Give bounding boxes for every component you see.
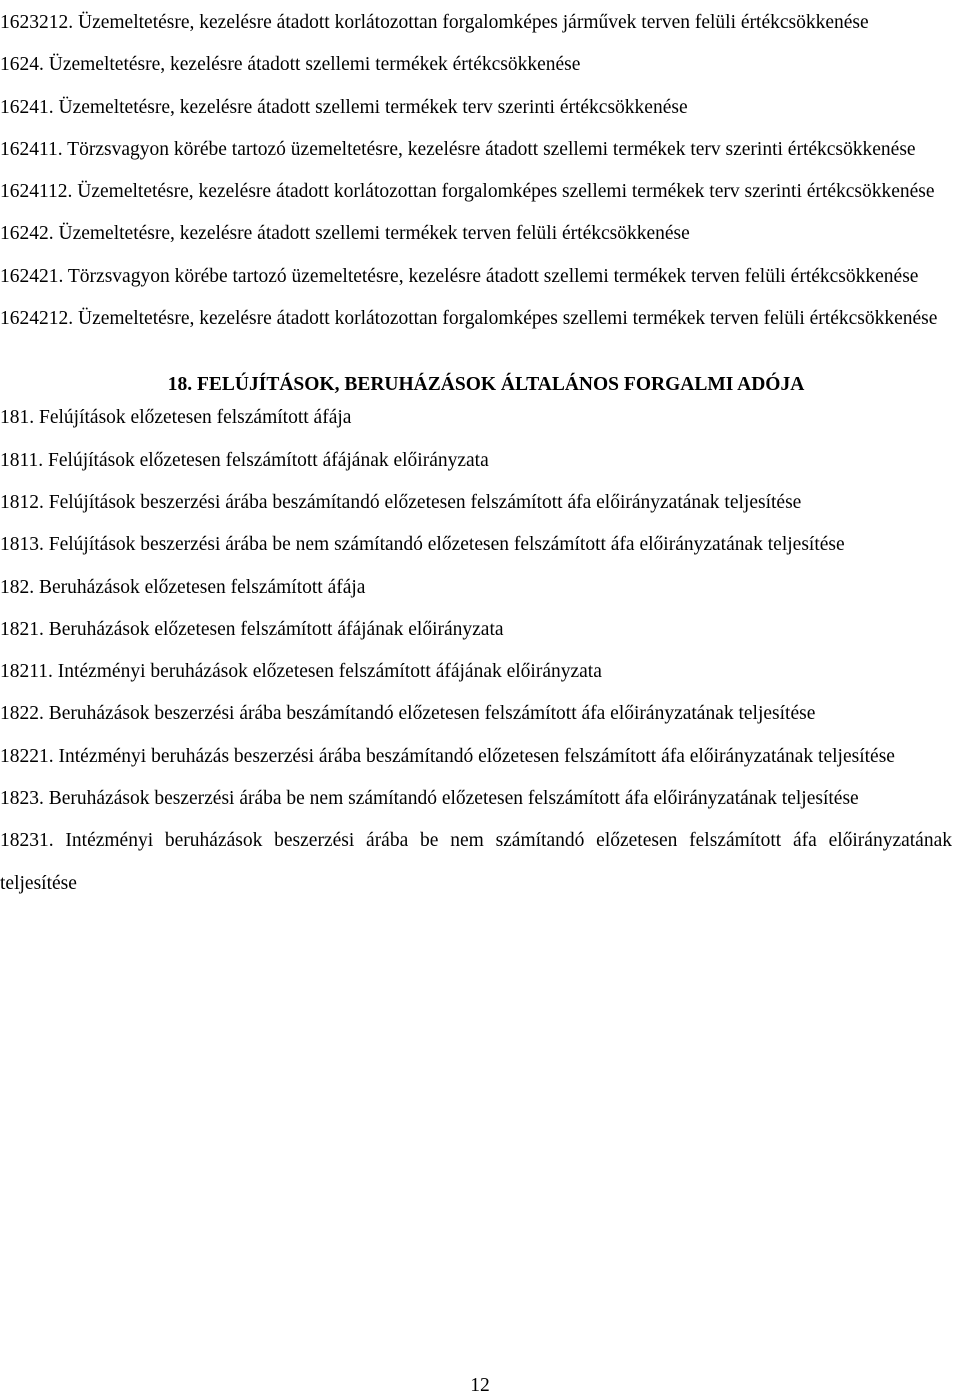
entry-1812: 1812. Felújítások beszerzési árába beszámítandó előzetesen felszámított áfa előirányzatának teljesítése (0, 491, 802, 513)
entry-1813: 1813. Felújítások beszerzési árába be nem számítandó előzetesen felszámított áfa előirányzatának teljesítése (0, 534, 845, 556)
bottom-entry-list (0, 397, 952, 905)
entry-182: 182. Beruházások előzetesen felszámított áfája (0, 576, 366, 598)
entry-1821: 1821. Beruházások előzetesen felszámított áfájának előirányzata (0, 618, 504, 640)
entry-18211: 18211. Intézményi beruházások előzetesen felszámított áfájának előirányzata (0, 661, 602, 683)
entry-162411: 162411. Törzsvagyon körébe tartozó üzemeltetésre, kezelésre átadott szellemi termékek terv szerinti értékcsökkenése (0, 138, 916, 160)
entry-18231: 18231. Intézményi beruházások beszerzési árába be nem számítandó előzetesen felszámított áfa előirányzatának teljesítése (0, 830, 952, 894)
entry-1823: 1823. Beruházások beszerzési árába be nem számítandó előzetesen felszámított áfa előirányzatának teljesítése (0, 788, 859, 810)
entry-162421: 162421. Törzsvagyon körébe tartozó üzemeltetésre, kezelésre átadott szellemi termékek terven felüli értékcsökkenése (0, 265, 919, 287)
entry-1811: 1811. Felújítások előzetesen felszámított áfájának előirányzata (0, 449, 489, 471)
page-number: 12 (470, 1375, 490, 1396)
entry-1624112: 1624112. Üzemeltetésre, kezelésre átadott korlátozottan forgalomképes szellemi termékek terv szerinti értékcsökkenése (0, 181, 935, 203)
entry-1623212: 1623212. Üzemeltetésre, kezelésre átadott korlátozottan forgalomképes járművek terven felüli értékcsökkenése (0, 12, 869, 33)
entry-1624: 1624. Üzemeltetésre, kezelésre átadott szellemi termékek értékcsökkenése (0, 54, 581, 76)
entry-18221: 18221. Intézményi beruházás beszerzési árába beszámítandó előzetesen felszámított áfa előirányzatának teljesítése (0, 745, 895, 767)
entry-1822: 1822. Beruházások beszerzési árába beszámítandó előzetesen felszámított áfa előirányzatának teljesítése (0, 703, 816, 725)
top-entry-list (0, 2, 952, 340)
entry-16242: 16242. Üzemeltetésre, kezelésre átadott szellemi termékek terven felüli értékcsökkenése (0, 223, 690, 245)
entry-1624212: 1624212. Üzemeltetésre, kezelésre átadott korlátozottan forgalomképes szellemi termékek terven felüli értékcsökkenése (0, 308, 938, 330)
document-body (0, 2, 952, 905)
entry-181: 181. Felújítások előzetesen felszámított áfája (0, 407, 352, 429)
section-heading: 18. FELÚJÍTÁSOK, BERUHÁZÁSOK ÁLTALÁNOS FORGALMI ADÓJA (167, 374, 805, 396)
entry-16241: 16241. Üzemeltetésre, kezelésre átadott szellemi termékek terv szerinti értékcsökkenése (0, 96, 688, 118)
